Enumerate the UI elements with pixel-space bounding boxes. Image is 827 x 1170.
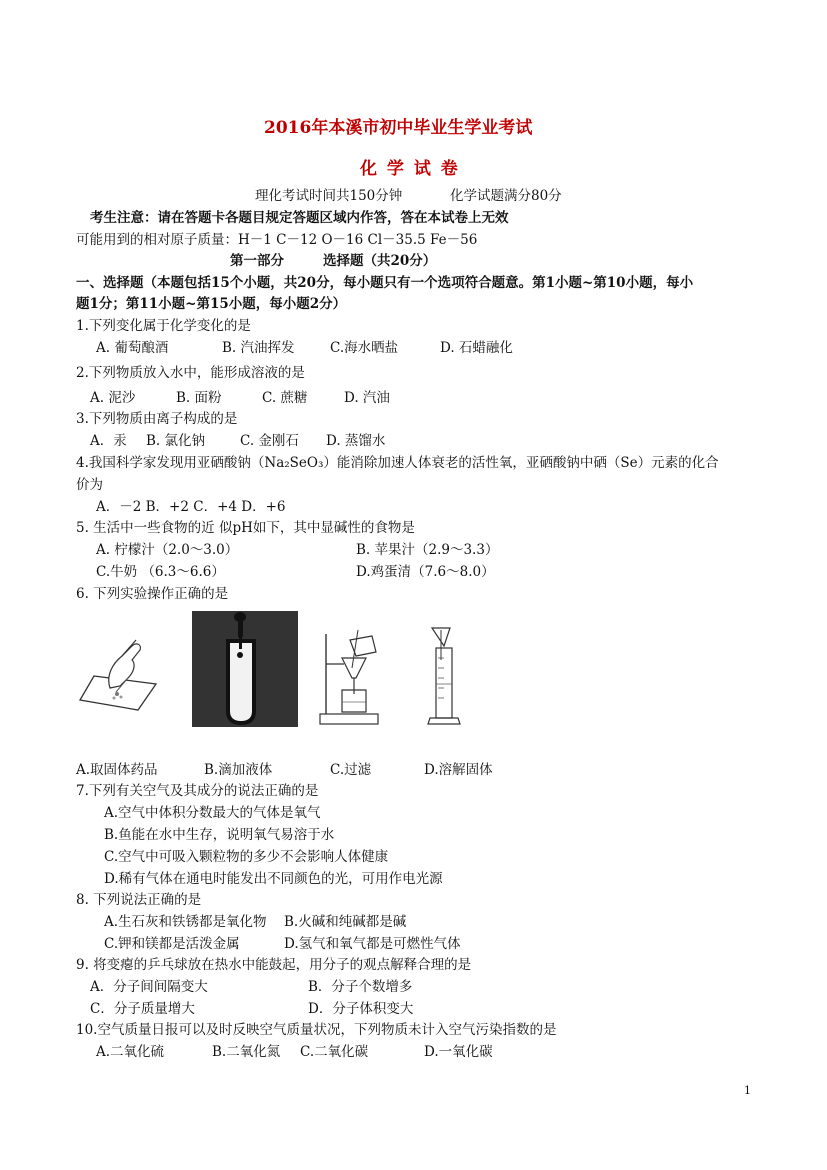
q1-option-d: D. 石蜡融化 [440,340,513,356]
question-6-stem: 6. 下列实验操作正确的是 [76,586,229,602]
q2-option-b: B. 面粉 [176,390,222,406]
q2-option-a: A. 泥沙 [90,390,136,406]
question-4-stem-line1: 4.我国科学家发现用亚硒酸钠（Na₂SeO₃）能消除加速人体衰老的活性氧，亚硒酸钠中硒（Se）元素的化合 [76,455,719,471]
q10-option-b: B.二氧化氮 [212,1044,281,1060]
part-title: 选择题（共20分） [323,253,437,269]
q4-options: A．－2 B．+2 C．+4 D．+6 [96,499,286,515]
q2-option-d: D. 汽油 [344,390,390,406]
drop-liquid-image [192,611,298,727]
q7-option-c: C.空气中可吸入颗粒物的多少不会影响人体健康 [104,849,389,865]
q7-option-b: B.鱼能在水中生存，说明氧气易溶于水 [104,827,335,843]
section-header-line2: 题1分；第11小题~第15小题，每小题2分） [76,296,347,312]
q9-option-a: A．分子间间隔变大 [90,979,208,995]
notice: 考生注意：请在答题卡各题目规定答题区域内作答，答在本试卷上无效 [90,210,509,226]
page-number: 1 [744,1084,751,1097]
q5-option-c: C.牛奶 （6.3～6.6） [96,564,225,580]
q9-option-d: D．分子体积变大 [308,1001,414,1017]
q8-option-c: C.钾和镁都是活泼金属 [104,936,240,952]
question-3-stem: 3.下列物质由离子构成的是 [76,411,238,427]
dissolve-solid-image [424,624,466,730]
q3-option-d: D. 蒸馏水 [326,433,386,449]
score-info: 化学试题满分80分 [450,188,562,204]
q5-option-a: A. 柠檬汁（2.0～3.0） [96,542,239,558]
take-solid-reagent-image [76,636,162,716]
q6-option-d: D.溶解固体 [424,762,493,778]
question-9-stem: 9. 将变瘪的乒乓球放在热水中能鼓起，用分子的观点解释合理的是 [76,957,472,973]
filtration-image [314,626,384,730]
q6-option-c: C.过滤 [330,762,372,778]
q3-option-a: A．汞 [90,433,127,449]
q8-option-a: A.生石灰和铁锈都是氧化物 [104,914,267,930]
q6-option-b: B.滴加液体 [204,762,273,778]
question-4-stem-line2: 价为 [76,477,103,493]
q1-option-c: C.海水晒盐 [330,340,399,356]
q7-option-a: A.空气中体积分数最大的气体是氧气 [104,805,321,821]
part-label: 第一部分 [230,253,284,269]
q1-option-a: A. 葡萄酿酒 [96,340,169,356]
question-5-stem: 5. 生活中一些食物的近 似pH如下，其中显碱性的食物是 [76,520,415,536]
q10-option-a: A.二氧化硫 [96,1044,165,1060]
q5-option-b: B. 苹果汁（2.9～3.3） [356,542,499,558]
q7-option-d: D.稀有气体在通电时能发出不同颜色的光，可用作电光源 [104,871,443,887]
q5-option-d: D.鸡蛋清（7.6～8.0） [356,564,495,580]
question-8-stem: 8. 下列说法正确的是 [76,892,202,908]
question-7-stem: 7.下列有关空气及其成分的说法正确的是 [76,783,319,799]
time-info: 理化考试时间共150分钟 [255,188,403,204]
question-10-stem: 10.空气质量日报可以及时反映空气质量状况，下列物质未计入空气污染指数的是 [76,1022,557,1038]
q10-option-d: D.一氧化碳 [424,1044,493,1060]
q1-option-b: B. 汽油挥发 [222,340,295,356]
q10-option-c: C.二氧化碳 [300,1044,369,1060]
q2-option-c: C. 蔗糖 [262,390,308,406]
q3-option-c: C. 金刚石 [240,433,299,449]
q9-option-b: B．分子个数增多 [308,979,413,995]
q3-option-b: B. 氯化钠 [146,433,206,449]
question-1-stem: 1.下列变化属于化学变化的是 [76,318,251,334]
question-2-stem: 2.下列物质放入水中，能形成溶液的是 [76,365,305,381]
q8-option-d: D.氢气和氧气都是可燃性气体 [284,936,461,952]
q6-option-a: A.取固体药品 [76,762,158,778]
q8-option-b: B.火碱和纯碱都是碱 [284,914,407,930]
q9-option-c: C．分子质量增大 [90,1001,195,1017]
exam-title: 2016年本溪市初中毕业生学业考试 [264,118,533,138]
section-header-line1: 一、选择题（本题包括15个小题，共20分，每小题只有一个选项符合题意。第1小题~第10小题，每小 [76,275,694,291]
atomic-masses: 可能用到的相对原子质量：H－1 C－12 O－16 Cl－35.5 Fe－56 [76,232,478,248]
exam-subtitle: 化 学 试 卷 [360,159,460,179]
